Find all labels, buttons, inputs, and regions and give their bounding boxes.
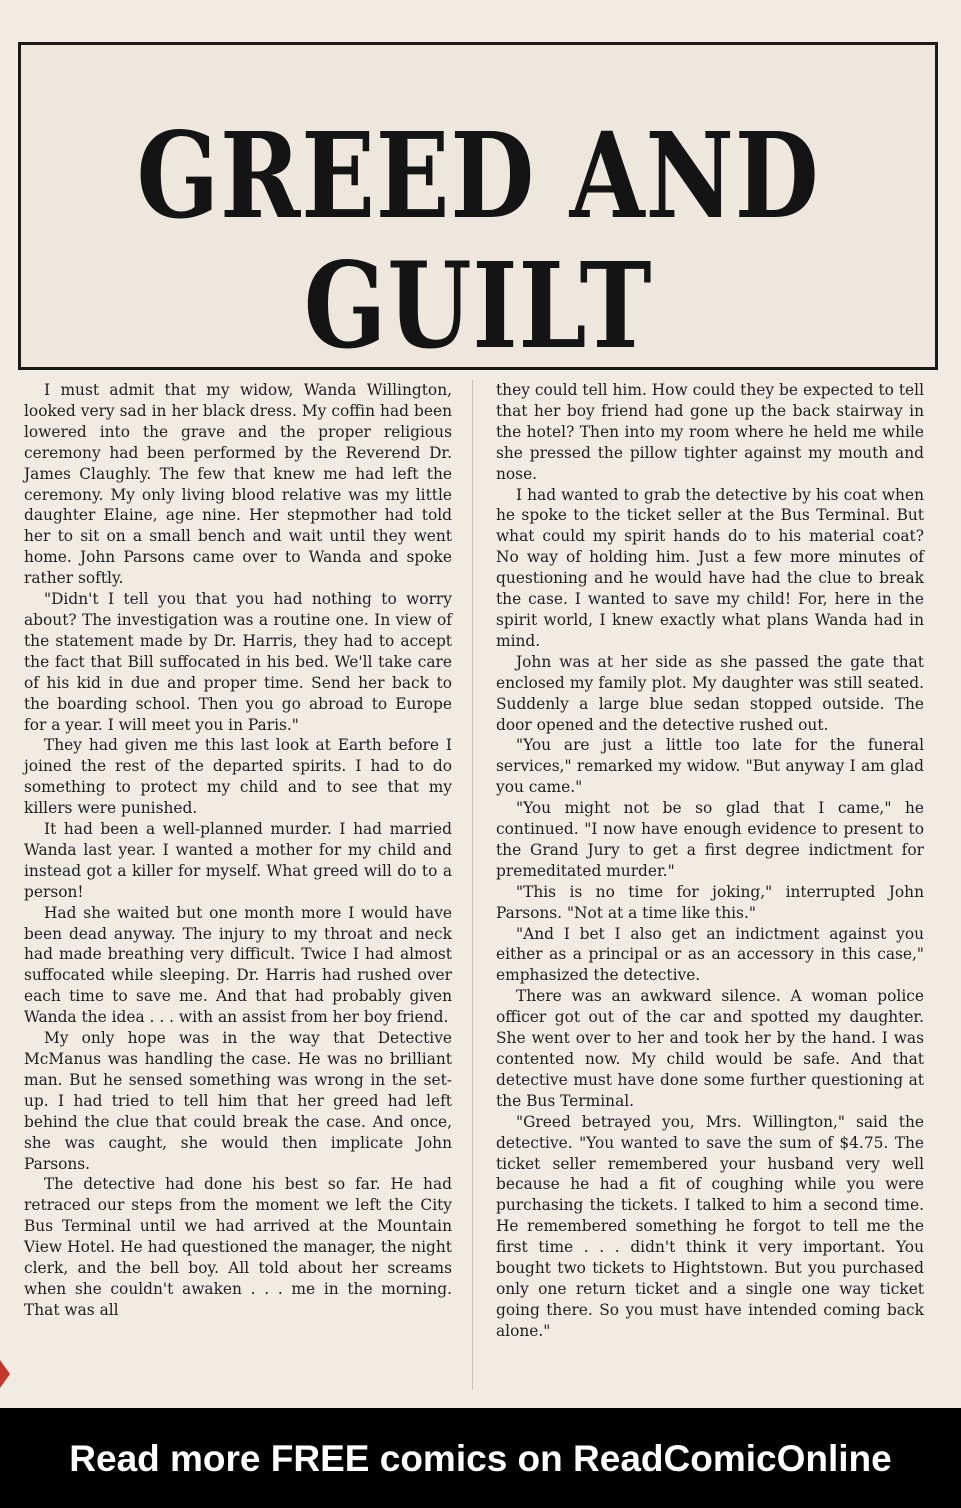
story-paragraph: It had been a well-planned murder. I had married Wanda last year. I wanted a mother for my child and instead got a killer for myself. What greed will do to a person!	[24, 820, 452, 901]
story-paragraph: they could tell him. How could they be expected to tell that her boy friend had gone up the back stairway in the hotel? Then into my room where he held me while she pressed the pillow tighter against my mouth and nose.	[496, 381, 924, 483]
footer-banner[interactable]	[0, 1408, 961, 1508]
story-paragraph: "Greed betrayed you, Mrs. Willington," said the detective. "You wanted to save the sum of $4.75. The ticket seller remembered your husband very well because he had a fit of coughing while you were purchasing the tickets. I talked to him a second time. He remembered something he forgot to tell me the first time . . . didn't think it very important. You bought two tickets to Hightstown. But you purchased only one return ticket and a single one way ticket going there. So you must have intended coming back alone."	[496, 1112, 924, 1340]
story-paragraph: There was an awkward silence. A woman police officer got out of the car and spotted my daughter. She went over to her and took her by the hand. I was contented now. My child would be safe. And that detective must have done some further questioning at the Bus Terminal.	[496, 987, 924, 1110]
title-box	[18, 42, 938, 375]
story-paragraph: "And I bet I also get an indictment against you either as a principal or as an accessory in this case," emphasized the detective.	[496, 924, 924, 985]
story-paragraph: "Didn't I tell you that you had nothing to worry about? The investigation was a routine one. In view of the statement made by Dr. Harris, they had to accept the fact that Bill suffocated in his bed. We'll take care of his kid in due and proper time. Send her back to the boarding school. Then you go abroad to Europe for a year. I will meet you in Paris."	[24, 590, 452, 734]
story-right-column	[496, 380, 924, 1342]
column-divider	[472, 380, 473, 1390]
story-paragraph: I must admit that my widow, Wanda Willington, looked very sad in her black dress. My coffin had been lowered into the grave and the proper religious ceremony had been performed by the Reverend Dr. James Claughly. The few that knew me had left the ceremony. My only living blood relative was my little daughter Elaine, age nine. Her stepmother had told her to sit on a small bench and wait until they went home. John Parsons came over to Wanda and spoke rather softly.	[24, 381, 452, 588]
story-paragraph: "You might not be so glad that I came," he continued. "I now have enough evidence to present to the Grand Jury to get a first degree indictment for premeditated murder."	[496, 799, 924, 880]
story-paragraph: The detective had done his best so far. He had retraced our steps from the moment we left the City Bus Terminal until we had arrived at the Mountain View Hotel. He had questioned the manager, the night clerk, and the bell boy. All told about her screams when she couldn't awaken . . . me in the morning. That was all	[24, 1175, 452, 1319]
title-line-2: GUILT	[303, 236, 653, 375]
story-paragraph: "You are just a little too late for the funeral services," remarked my widow. "But anyway I am glad you came."	[496, 736, 924, 797]
page-edge-mark	[0, 1360, 10, 1388]
story-paragraph: I had wanted to grab the detective by his coat when he spoke to the ticket seller at the Bus Terminal. But what could my spirit hands do to his material coat? No way of holding him. Just a few more minutes of questioning and he would have had the clue to break the case. I wanted to save my child! For, here in the spirit world, I knew exactly what plans Wanda had in mind.	[496, 485, 924, 650]
story-paragraph: Had she waited but one month more I would have been dead anyway. The injury to my throat and neck had made breathing very difficult. Twice I had almost suffocated while sleeping. Dr. Harris had rushed over each time to save me. And that had probably given Wanda the idea . . . with an assist from her boy friend.	[24, 903, 452, 1027]
title-line-1: GREED AND	[136, 106, 820, 245]
story-paragraph: John was at her side as she passed the gate that enclosed my family plot. My daughter was still seated. Suddenly a large blue sedan stopped outside. The door opened and the detective rushed out.	[496, 652, 924, 734]
story-paragraph: They had given me this last look at Earth before I joined the rest of the departed spirits. I had to do something to protect my child and to see that my killers were punished.	[24, 736, 452, 818]
story-paragraph: My only hope was in the way that Detective McManus was handling the case. He was no brilliant man. But he sensed something was wrong in the set-up. I had tried to tell him that her greed had left behind the clue that could break the case. And once, she was caught, she would then implicate John Parsons.	[24, 1029, 452, 1173]
story-paragraph: "This is no time for joking," interrupted John Parsons. "Not at a time like this."	[496, 882, 924, 922]
story-left-column	[24, 380, 452, 1321]
footer-link-text[interactable]: Read more FREE comics on ReadComicOnline	[69, 1438, 892, 1479]
